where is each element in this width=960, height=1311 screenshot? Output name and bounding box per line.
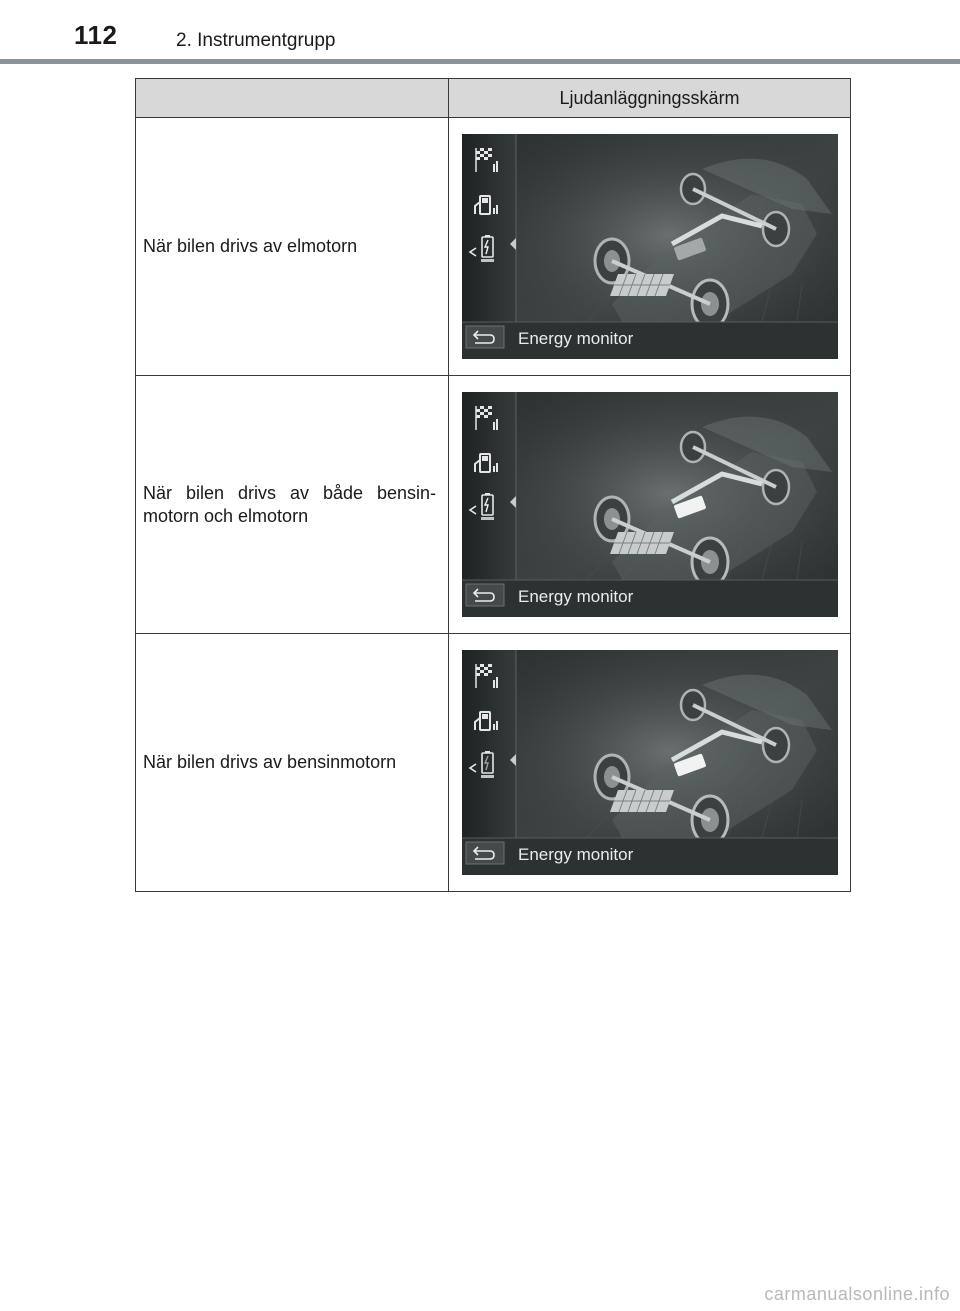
energy-monitor-screen (462, 392, 838, 617)
table-row (136, 376, 851, 634)
footer-watermark: carmanualsonline.info (764, 1284, 950, 1304)
screen-cell (449, 376, 851, 634)
chapter-title: 2. Instrumentgrupp (176, 30, 336, 51)
screen-title: Energy monitor (517, 587, 633, 606)
back-button[interactable] (466, 584, 504, 606)
table-header-screen: Ljudanläggningsskärm (449, 79, 851, 118)
back-button[interactable] (466, 842, 504, 864)
energy-monitor-table (135, 78, 851, 892)
back-button[interactable] (466, 326, 504, 348)
drive-mode-description: När bilen drivs av bensinmotorn (136, 634, 449, 892)
screen-title: Energy monitor (517, 329, 633, 348)
table-header-row (136, 79, 851, 118)
table-row (136, 118, 851, 376)
screen-title: Energy monitor (517, 845, 633, 864)
page-header (0, 0, 960, 66)
table-header-condition (136, 79, 449, 118)
header-divider (0, 59, 960, 64)
drive-mode-description: När bilen drivs av elmotorn (136, 118, 449, 376)
energy-monitor-screen (462, 650, 838, 875)
screen-cell (449, 118, 851, 376)
table-row (136, 634, 851, 892)
screen-cell (449, 634, 851, 892)
drive-mode-description: När bilen drivs av både bensin-motorn och elmotorn (136, 376, 449, 634)
energy-monitor-screen (462, 134, 838, 359)
page-number: 112 (74, 20, 118, 50)
